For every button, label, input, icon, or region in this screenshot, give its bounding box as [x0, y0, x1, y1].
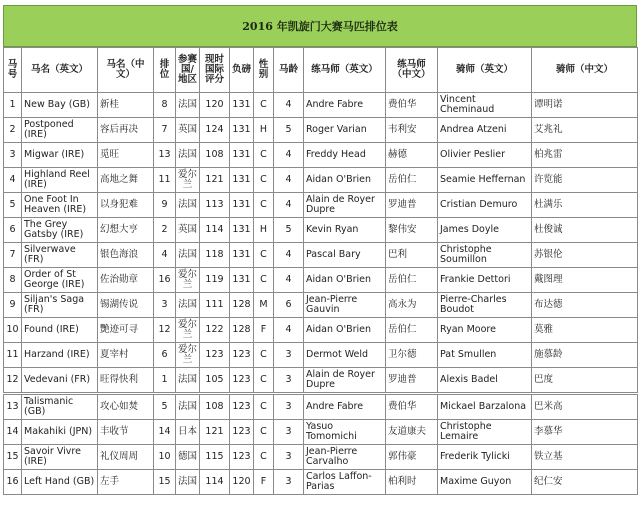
table-cell: 7 [4, 243, 22, 268]
table-cell: Migwar (IRE) [22, 143, 98, 168]
col-header: 马龄 [274, 48, 304, 93]
table-cell: Pierre-Charles Boudot [438, 293, 532, 318]
table-cell: 2 [4, 118, 22, 143]
table-cell: 131 [230, 168, 254, 193]
table-cell: F [254, 470, 274, 495]
table-row [4, 394, 638, 420]
table-cell: Order of St George (IRE) [22, 268, 98, 293]
table-cell: 丰收节 [98, 420, 154, 445]
table-cell: C [254, 268, 274, 293]
draw-table [3, 47, 638, 495]
table-cell: 佐治勋章 [98, 268, 154, 293]
table-cell: 纪仁安 [532, 470, 638, 495]
table-cell: 113 [200, 193, 230, 218]
table-cell: 5 [274, 118, 304, 143]
table-cell: Mickael Barzalona [438, 394, 532, 420]
table-cell: 法国 [176, 470, 200, 495]
table-cell: Left Hand (GB) [22, 470, 98, 495]
table-cell: Savoir Vivre (IRE) [22, 445, 98, 470]
table-cell: 131 [230, 118, 254, 143]
table-cell: 131 [230, 243, 254, 268]
table-cell: 14 [154, 420, 176, 445]
table-cell: 夏宰村 [98, 343, 154, 368]
table-cell: Ryan Moore [438, 318, 532, 343]
table-cell: Roger Varian [304, 118, 386, 143]
table-cell: 123 [200, 343, 230, 368]
table-cell: 108 [200, 143, 230, 168]
table-cell: 爱尔兰 [176, 168, 200, 193]
table-cell: C [254, 143, 274, 168]
table-cell: Silverwave (FR) [22, 243, 98, 268]
table-cell: 莫雅 [532, 318, 638, 343]
header-row [4, 48, 638, 93]
table-cell: 韦利安 [386, 118, 438, 143]
table-row [4, 268, 638, 293]
table-cell: 131 [230, 268, 254, 293]
table-row [4, 343, 638, 368]
table-cell: 3 [154, 293, 176, 318]
col-header: 练马师（中文） [386, 48, 438, 93]
col-header: 马名（英文） [22, 48, 98, 93]
table-cell: 杜俊诚 [532, 218, 638, 243]
table-cell: 6 [274, 293, 304, 318]
table-cell: 英国 [176, 118, 200, 143]
col-header: 性别 [254, 48, 274, 93]
table-cell: C [254, 243, 274, 268]
table-cell: Andre Fabre [304, 93, 386, 118]
table-cell: Aidan O'Brien [304, 268, 386, 293]
table-cell: Frederik Tylicki [438, 445, 532, 470]
table-cell: 8 [154, 93, 176, 118]
table-cell: 施慕龄 [532, 343, 638, 368]
table-cell: Harzand (IRE) [22, 343, 98, 368]
table-cell: Siljan's Saga (FR) [22, 293, 98, 318]
table-cell: 费伯华 [386, 93, 438, 118]
table-cell: C [254, 394, 274, 420]
table-cell: 以身犯难 [98, 193, 154, 218]
table-cell: 法国 [176, 193, 200, 218]
table-cell: 艾兆礼 [532, 118, 638, 143]
table-cell: 128 [230, 293, 254, 318]
table-cell: 121 [200, 168, 230, 193]
table-cell: 李慕华 [532, 420, 638, 445]
table-cell: C [254, 168, 274, 193]
table-row [4, 420, 638, 445]
table-cell: 120 [200, 93, 230, 118]
table-cell: 高永为 [386, 293, 438, 318]
table-cell: 2 [154, 218, 176, 243]
col-header: 负磅 [230, 48, 254, 93]
col-header: 参赛国/地区 [176, 48, 200, 93]
table-cell: 111 [200, 293, 230, 318]
table-cell: 法国 [176, 143, 200, 168]
table-cell: 爱尔兰 [176, 268, 200, 293]
table-cell: C [254, 445, 274, 470]
table-cell: Seamie Heffernan [438, 168, 532, 193]
table-row [4, 93, 638, 118]
table-cell: 115 [200, 445, 230, 470]
table-cell: 左手 [98, 470, 154, 495]
table-cell: 16 [4, 470, 22, 495]
table-cell: 岳伯仁 [386, 318, 438, 343]
table-cell: 123 [230, 445, 254, 470]
table-cell: 巴度 [532, 368, 638, 394]
table-cell: 3 [274, 470, 304, 495]
table-cell: 118 [200, 243, 230, 268]
table-cell: Kevin Ryan [304, 218, 386, 243]
table-cell: 3 [274, 445, 304, 470]
table-cell: 15 [4, 445, 22, 470]
table-row [4, 368, 638, 394]
table-cell: 8 [4, 268, 22, 293]
table-cell: 高地之舞 [98, 168, 154, 193]
table-cell: 123 [230, 420, 254, 445]
table-cell: Andre Fabre [304, 394, 386, 420]
table-cell: Freddy Head [304, 143, 386, 168]
table-cell: 131 [230, 193, 254, 218]
table-cell: 4 [274, 193, 304, 218]
table-cell: Olivier Peslier [438, 143, 532, 168]
table-cell: 3 [4, 143, 22, 168]
col-header: 马名（中文） [98, 48, 154, 93]
col-header: 练马师（英文） [304, 48, 386, 93]
table-cell: 卫尔德 [386, 343, 438, 368]
table-cell: 12 [4, 368, 22, 394]
table-cell: Dermot Weld [304, 343, 386, 368]
table-cell: 戴图理 [532, 268, 638, 293]
table-body [4, 93, 638, 495]
table-cell: The Grey Gatsby (IRE) [22, 218, 98, 243]
table-cell: Alexis Badel [438, 368, 532, 394]
table-cell: 日本 [176, 420, 200, 445]
table-cell: 131 [230, 93, 254, 118]
table-row [4, 143, 638, 168]
table-cell: 容后再决 [98, 118, 154, 143]
table-cell: C [254, 93, 274, 118]
table-cell: 13 [154, 143, 176, 168]
table-cell: 3 [274, 368, 304, 394]
col-header: 骑师（中文） [532, 48, 638, 93]
table-cell: 艷迹可寻 [98, 318, 154, 343]
table-cell: 114 [200, 218, 230, 243]
col-header: 马号 [4, 48, 22, 93]
table-cell: 法国 [176, 368, 200, 394]
table-cell: 131 [230, 218, 254, 243]
table-cell: 银色海浪 [98, 243, 154, 268]
race-draw-sheet [3, 5, 637, 495]
table-row [4, 445, 638, 470]
table-cell: Frankie Dettori [438, 268, 532, 293]
table-cell: 杜满乐 [532, 193, 638, 218]
table-cell: Found (IRE) [22, 318, 98, 343]
table-cell: 5 [154, 394, 176, 420]
table-cell: 友道康夫 [386, 420, 438, 445]
table-cell: 爱尔兰 [176, 318, 200, 343]
table-cell: 114 [200, 470, 230, 495]
table-cell: Pascal Bary [304, 243, 386, 268]
table-cell: 4 [154, 243, 176, 268]
table-cell: 15 [154, 470, 176, 495]
table-cell: Andrea Atzeni [438, 118, 532, 143]
table-cell: 英国 [176, 218, 200, 243]
table-cell: Christophe Soumillon [438, 243, 532, 268]
table-cell: 105 [200, 368, 230, 394]
table-cell: 柏利时 [386, 470, 438, 495]
table-cell: 128 [230, 318, 254, 343]
table-cell: 谭明诺 [532, 93, 638, 118]
table-cell: 罗迪普 [386, 193, 438, 218]
col-header: 现时国际评分 [200, 48, 230, 93]
table-cell: 攻心如焚 [98, 394, 154, 420]
table-cell: 法国 [176, 93, 200, 118]
table-cell: Makahiki (JPN) [22, 420, 98, 445]
table-cell: James Doyle [438, 218, 532, 243]
table-cell: Jean-Pierre Carvalho [304, 445, 386, 470]
table-cell: 5 [274, 218, 304, 243]
table-cell: Postponed (IRE) [22, 118, 98, 143]
table-cell: 121 [200, 420, 230, 445]
table-cell: 3 [274, 420, 304, 445]
table-cell: New Bay (GB) [22, 93, 98, 118]
table-cell: 罗迪普 [386, 368, 438, 394]
table-cell: 4 [274, 93, 304, 118]
table-cell: 6 [154, 343, 176, 368]
table-row [4, 293, 638, 318]
table-cell: F [254, 318, 274, 343]
table-cell: 4 [274, 268, 304, 293]
table-cell: Aidan O'Brien [304, 168, 386, 193]
table-cell: 德国 [176, 445, 200, 470]
table-cell: 1 [4, 93, 22, 118]
table-cell: 岳伯仁 [386, 268, 438, 293]
table-cell: 岳伯仁 [386, 168, 438, 193]
table-cell: 13 [4, 394, 22, 420]
table-cell: Alain de Royer Dupre [304, 193, 386, 218]
table-cell: 7 [154, 118, 176, 143]
table-cell: C [254, 420, 274, 445]
table-cell: 黎伟安 [386, 218, 438, 243]
table-cell: Vedevani (FR) [22, 368, 98, 394]
table-cell: 柏兆雷 [532, 143, 638, 168]
table-cell: 123 [230, 343, 254, 368]
table-cell: C [254, 368, 274, 394]
table-cell: 120 [230, 470, 254, 495]
table-cell: 4 [274, 243, 304, 268]
table-cell: 法国 [176, 243, 200, 268]
table-cell: 119 [200, 268, 230, 293]
table-cell: 108 [200, 394, 230, 420]
table-cell: 10 [4, 318, 22, 343]
table-cell: 4 [274, 318, 304, 343]
table-cell: Cristian Demuro [438, 193, 532, 218]
table-row [4, 218, 638, 243]
table-row [4, 470, 638, 495]
table-cell: 新桂 [98, 93, 154, 118]
table-cell: 11 [154, 168, 176, 193]
table-cell: Aidan O'Brien [304, 318, 386, 343]
table-cell: 4 [274, 168, 304, 193]
col-header: 骑师（英文） [438, 48, 532, 93]
table-cell: Vincent Cheminaud [438, 93, 532, 118]
table-cell: 123 [230, 368, 254, 394]
table-cell: 费伯华 [386, 394, 438, 420]
table-cell: 10 [154, 445, 176, 470]
table-cell: 巴利 [386, 243, 438, 268]
table-cell: 12 [154, 318, 176, 343]
sheet-title: 2016 年凯旋门大赛马匹排位表 [3, 5, 637, 47]
table-cell: H [254, 218, 274, 243]
table-cell: 4 [274, 143, 304, 168]
table-cell: C [254, 343, 274, 368]
table-row [4, 193, 638, 218]
table-cell: Carlos Laffon-Parias [304, 470, 386, 495]
table-cell: 9 [4, 293, 22, 318]
table-cell: 6 [4, 218, 22, 243]
table-row [4, 318, 638, 343]
table-cell: 131 [230, 143, 254, 168]
table-cell: 122 [200, 318, 230, 343]
table-cell: 法国 [176, 293, 200, 318]
table-cell: 124 [200, 118, 230, 143]
table-cell: 旺得快利 [98, 368, 154, 394]
table-cell: 4 [4, 168, 22, 193]
table-cell: 123 [230, 394, 254, 420]
table-cell: 赫德 [386, 143, 438, 168]
table-cell: 9 [154, 193, 176, 218]
table-cell: Maxime Guyon [438, 470, 532, 495]
table-cell: 11 [4, 343, 22, 368]
table-cell: 锡湖传说 [98, 293, 154, 318]
table-cell: Pat Smullen [438, 343, 532, 368]
table-cell: 布达德 [532, 293, 638, 318]
table-cell: Alain de Royer Dupre [304, 368, 386, 394]
table-cell: 郭伟豪 [386, 445, 438, 470]
table-cell: 法国 [176, 394, 200, 420]
table-cell: Highland Reel (IRE) [22, 168, 98, 193]
table-cell: Yasuo Tomomichi [304, 420, 386, 445]
table-cell: Talismanic (GB) [22, 394, 98, 420]
table-cell: 巴米高 [532, 394, 638, 420]
table-cell: 觅旺 [98, 143, 154, 168]
table-row [4, 243, 638, 268]
table-cell: 幻想大亨 [98, 218, 154, 243]
table-cell: 5 [4, 193, 22, 218]
table-cell: 爱尔兰 [176, 343, 200, 368]
table-cell: C [254, 193, 274, 218]
table-cell: 14 [4, 420, 22, 445]
table-cell: 铁立基 [532, 445, 638, 470]
table-cell: 16 [154, 268, 176, 293]
table-cell: 苏银伦 [532, 243, 638, 268]
table-cell: One Foot In Heaven (IRE) [22, 193, 98, 218]
table-cell: 礼仪周周 [98, 445, 154, 470]
col-header: 排位 [154, 48, 176, 93]
table-cell: 3 [274, 343, 304, 368]
table-row [4, 118, 638, 143]
table-cell: H [254, 118, 274, 143]
table-cell: 3 [274, 394, 304, 420]
table-row [4, 168, 638, 193]
table-cell: Christophe Lemaire [438, 420, 532, 445]
table-cell: 许览能 [532, 168, 638, 193]
table-cell: 1 [154, 368, 176, 394]
table-cell: Jean-Pierre Gauvin [304, 293, 386, 318]
table-cell: M [254, 293, 274, 318]
